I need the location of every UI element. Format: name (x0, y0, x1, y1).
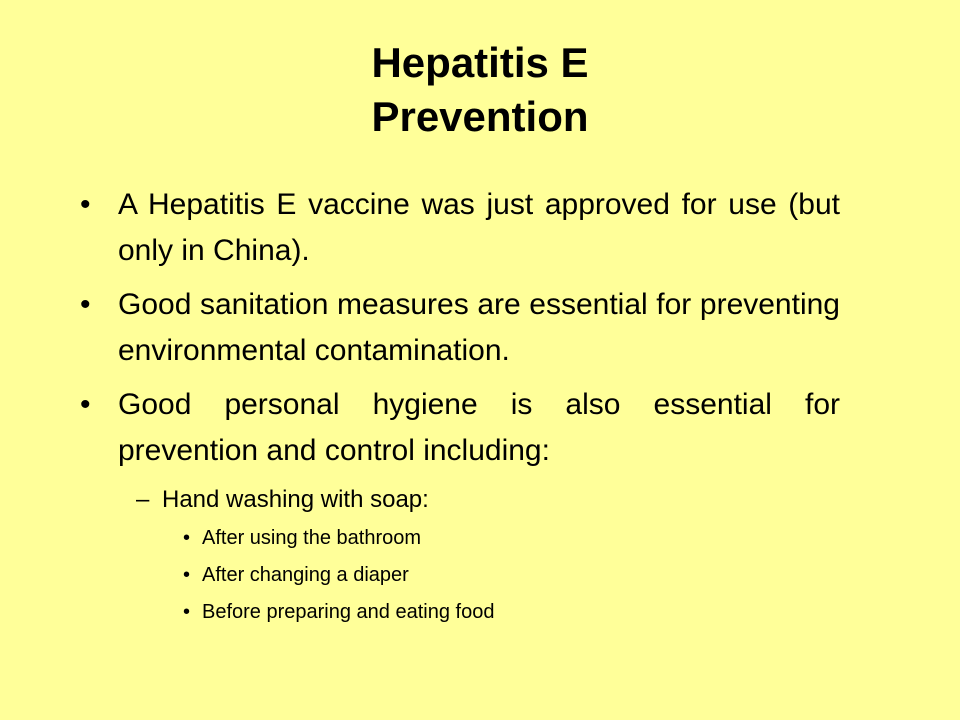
sub-sub-bullet-text: After changing a diaper (202, 564, 409, 586)
sub-sub-bullet-item (80, 520, 840, 557)
sub-sub-bullet-text: After using the bathroom (202, 527, 422, 549)
bullet-icon: • (80, 388, 91, 421)
sub-bullet-text: Hand washing with soap: (162, 486, 429, 513)
bullet-text: A Hepatitis E vaccine was just approved for use (but only in China). (118, 188, 840, 267)
bullet-icon: • (183, 601, 191, 623)
bullet-icon: • (183, 564, 191, 586)
bullet-item (80, 282, 840, 374)
sub-sub-bullet-item (80, 594, 840, 631)
bullet-icon: • (183, 527, 191, 549)
bullet-text: Good personal hygiene is also essential for prevention and control including: (118, 388, 840, 467)
slide-title (0, 36, 960, 144)
bullet-item (80, 182, 840, 274)
title-line-2: Prevention (371, 93, 589, 140)
bullet-icon: • (80, 288, 91, 321)
bullet-icon: • (80, 188, 91, 221)
sub-bullet-item (80, 480, 840, 520)
dash-icon: – (136, 486, 150, 513)
title-line-1: Hepatitis E (371, 39, 589, 86)
sub-sub-bullet-text: Before preparing and eating food (202, 601, 495, 623)
sub-sub-bullet-item (80, 557, 840, 594)
slide-body (80, 182, 840, 631)
bullet-item (80, 382, 840, 474)
bullet-text: Good sanitation measures are essential for preventing environmental contamination. (118, 288, 840, 367)
